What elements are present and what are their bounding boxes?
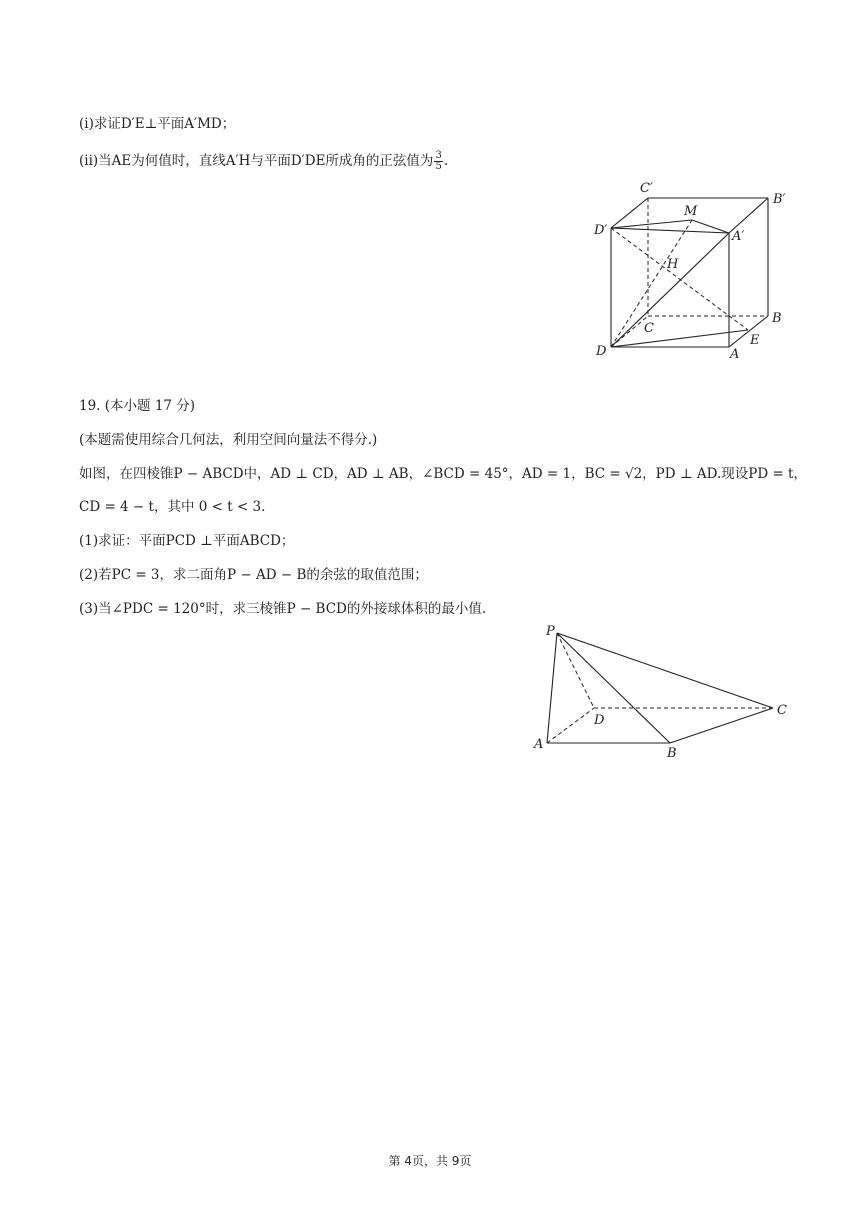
q19-stem-line-2: CD = 4 − t，其中 0 < t < 3. — [79, 499, 266, 515]
label-b: B — [667, 746, 677, 761]
label-c: C — [644, 321, 654, 336]
edge-p-b — [557, 633, 670, 743]
label-b-prime: B′ — [773, 192, 786, 207]
label-a: A — [534, 737, 544, 752]
edge-a-d-hidden — [547, 708, 594, 743]
label-e: E — [750, 333, 760, 348]
label-c: C — [777, 703, 787, 718]
q18-part-i: (i)求证D′E⊥平面A′MD； — [79, 116, 236, 132]
edge-p-a — [547, 633, 557, 743]
q19-subquestion-3: (3)当∠PDC = 120°时，求三棱锥P − BCD的外接球体积的最小值. — [79, 601, 487, 617]
fraction-numerator: 3 — [435, 150, 442, 161]
fraction-denominator: 5 — [435, 161, 442, 172]
label-d: D — [594, 713, 605, 728]
q18-part-ii-text: (ii)当AE为何值时，直线A′H与平面D′DE所成角的正弦值为 — [79, 153, 434, 169]
label-b: B — [772, 311, 782, 326]
label-a: A — [730, 347, 740, 362]
label-a-prime: A′ — [732, 229, 745, 244]
label-d: D — [596, 344, 607, 359]
q19-subquestion-2: (2)若PC = 3，求二面角P − AD − B的余弦的取值范围； — [79, 567, 428, 583]
q18-part-ii-end: . — [443, 153, 449, 169]
label-p: P — [546, 624, 555, 639]
label-h: H — [667, 257, 679, 272]
page-footer: 第 4页，共 9页 — [388, 1154, 472, 1168]
label-d-prime: D′ — [594, 223, 608, 238]
label-c-prime: C′ — [640, 181, 653, 196]
q19-note: (本题需使用综合几何法，利用空间向量法不得分.) — [79, 432, 378, 448]
q19-stem-line-1: 如图，在四棱锥P − ABCD中，AD ⊥ CD，AD ⊥ AB，∠BCD = 45°，AD = 1，BC = √2，PD ⊥ AD.现设PD = t， — [79, 466, 807, 482]
label-m: M — [684, 204, 698, 219]
q19-subquestion-1: (1)求证：平面PCD ⊥平面ABCD； — [79, 533, 295, 549]
q19-title: 19. (本小题 17 分) — [79, 398, 196, 414]
edge-p-c — [557, 633, 773, 708]
edge-b-c — [670, 708, 773, 743]
